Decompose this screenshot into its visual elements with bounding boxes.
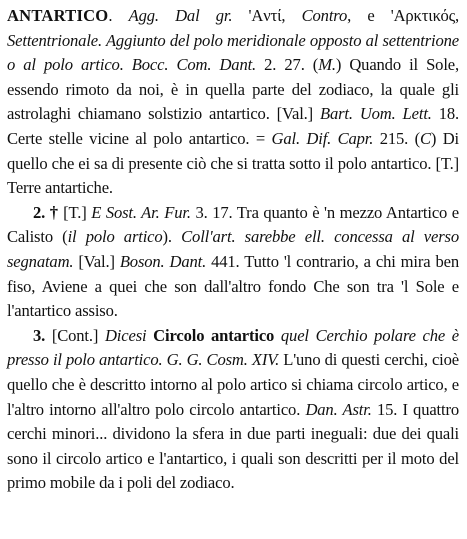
headword: ANTARTICO [7,6,109,25]
text: [Cont.] [45,325,105,345]
text: 3. 17. Tra quanto è 'n mezzo Antartico e Calisto ( [7,202,460,247]
definition: Settentrionale. Aggiunto del polo meridionale opposto al settentrione o al polo artico. Bocc. Com. Dant. [7,30,459,75]
sense-number: 2. † [33,202,59,222]
text [274,326,281,345]
subentry-term: Circolo antartico [153,325,275,345]
text: ) Di quello che ei sa di presente ciò che si tratta sotto il polo antartico. [ [7,128,460,173]
text: 2. 27. ( [256,55,319,75]
greek-word: 'Aρκτικός [390,6,456,25]
source-marker: T. [68,202,82,222]
citation: Bart. Uom. Lett. [319,104,432,124]
source-marker: T. [440,153,454,173]
entry-definition [7,4,459,201]
dictionary-entry [7,4,459,496]
sense-2 [7,201,459,324]
definition: quel Cerchio polare che è presso il polo antartico. G. G. Cosm. XIV. [7,325,460,370]
citation: Dan. Astr. [305,399,372,419]
text: . [108,6,129,25]
text: 15. I quattro cerchi minori... dividono la sfera in due parti ineguali: due dei quali sono il circolo artico e l'antartico, i quali son descritti per il moto del primo mobile da i poli del zodiaco. [7,399,460,493]
citation: Boson. Dant. [119,251,207,271]
text: 215. ( [373,128,420,148]
text: ) Quando il Sole, essendo rimoto da noi, è in quella parte del zodiaco, la quale gli astrolaghi chiamano solstizio antartico. [Val.] [7,55,459,124]
text: L'uno di questi cerchi, cioè quello che è descritto intorno al polo artico si chiama circolo artico, e l'altro intorno all'altro polo circolo antartico. [7,350,459,419]
usage-note: Coll'art. sarebbe ell. concessa al verso segnatam. [7,227,460,271]
text: , e [347,6,391,25]
citation: E Sost. Ar. Fur. [91,202,191,222]
text: , [455,6,460,25]
text: ). [162,227,182,247]
gloss: Contro [301,6,348,25]
text: 18. Certe stelle vicine al polo antartico. = [7,104,460,148]
sense-number: 3. [33,325,46,345]
text: 441. Tutto 'l contrario, a chi mira ben fiso, Aviene a quei che son dall'altro fondo Che son tra 'l Sole e l'antartico assiso. [7,251,459,321]
usage-note: Dicesi [104,325,147,345]
text: ] Terre antartiche. [7,153,459,198]
citation: Gal. Dif. Capr. [271,128,374,148]
text: , [281,6,302,25]
source-marker: C [419,128,431,148]
etymology-label: Agg. Dal gr. [128,6,249,25]
gloss: il polo artico [67,227,163,247]
greek-word: 'Aντί [248,6,282,25]
text: [Val.] [73,251,120,271]
text: [ [58,202,69,222]
sense-3 [7,324,459,496]
source-marker: M. [318,55,336,75]
text: ] [81,202,92,222]
